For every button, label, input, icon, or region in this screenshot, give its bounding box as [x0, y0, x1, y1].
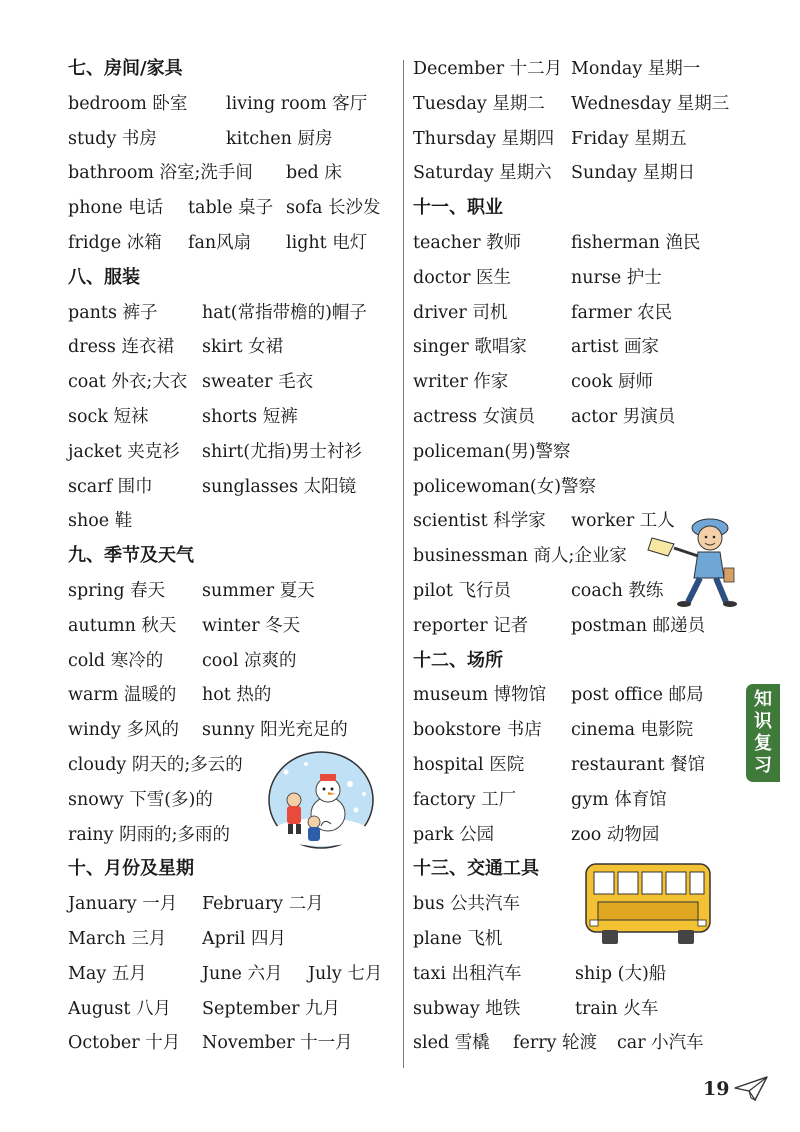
vocab-row: [68, 296, 398, 331]
vocab-item: cool 凉爽的: [202, 650, 297, 671]
vocab-item: scarf 围巾: [68, 476, 153, 497]
vocab-row: [68, 400, 398, 435]
side-tab-char: 习: [754, 755, 772, 776]
vocab-row: [413, 330, 743, 365]
vocab-item: postman 邮递员: [571, 615, 706, 636]
vocab-row: [413, 435, 743, 470]
vocab-item: artist 画家: [571, 337, 660, 358]
vocab-item: jacket 夹克衫: [68, 441, 180, 462]
vocab-item: fisherman 渔民: [571, 232, 701, 253]
vocab-row: [413, 1026, 743, 1061]
vocab-item: sofa 长沙发: [286, 198, 381, 219]
vocab-item: April 四月: [202, 928, 286, 949]
vocab-row: [413, 992, 743, 1027]
vocab-item: gym 体育馆: [571, 789, 667, 810]
vocab-item: sled 雪橇: [413, 1033, 490, 1054]
vocab-item: spring 春天: [68, 580, 166, 601]
vocab-row: [413, 52, 743, 87]
vocab-item: scientist 科学家: [413, 511, 546, 532]
vocab-item: January 一月: [68, 894, 178, 915]
vocab-row: [413, 156, 743, 191]
vocab-item: cinema 电影院: [571, 720, 694, 741]
vocab-row: [68, 713, 398, 748]
vocab-item: hospital 医院: [413, 754, 525, 775]
vocab-item: post office 邮局: [571, 685, 704, 706]
vocab-item: cook 厨师: [571, 372, 654, 393]
vocab-item: hat(常指带檐的)帽子: [202, 302, 367, 323]
vocab-item: Wednesday 星期三: [571, 93, 730, 114]
vocab-item: bathroom 浴室;洗手间: [68, 163, 253, 184]
section-heading-text: 十、月份及星期: [68, 858, 194, 880]
vocab-item: rainy 阴雨的;多雨的: [68, 824, 231, 845]
vocab-row: [413, 713, 743, 748]
vocab-item: July 七月: [308, 963, 383, 984]
vocab-item: actor 男演员: [571, 406, 676, 427]
vocab-row: [413, 87, 743, 122]
side-tab-char: 知: [754, 689, 772, 710]
vocab-item: Monday 星期一: [571, 59, 701, 79]
vocab-item: October 十月: [68, 1033, 181, 1054]
vocab-item: Tuesday 星期二: [413, 93, 545, 114]
vocab-item: actress 女演员: [413, 406, 536, 427]
vocab-item: dress 连衣裙: [68, 337, 174, 358]
vocab-item: May 五月: [68, 963, 147, 984]
vocab-row: [68, 470, 398, 505]
vocab-row: [413, 678, 743, 713]
vocab-item: November 十一月: [202, 1033, 353, 1054]
vocab-item: doctor 医生: [413, 267, 512, 288]
vocab-item: light 电灯: [286, 232, 368, 253]
side-tab-char: 复: [754, 733, 772, 754]
vocab-row: [68, 435, 398, 470]
vocab-item: winter 冬天: [202, 615, 301, 636]
vocab-item: fan风扇: [188, 232, 252, 253]
vocab-item: cold 寒冷的: [68, 650, 164, 671]
vocab-item: hot 热的: [202, 685, 272, 706]
vocab-row: [68, 122, 398, 157]
vocab-item: car 小汽车: [617, 1033, 704, 1054]
vocab-item: zoo 动物园: [571, 824, 660, 845]
vocab-row: [413, 470, 743, 505]
vocab-item: Saturday 星期六: [413, 163, 552, 184]
vocab-row: [68, 365, 398, 400]
vocab-item: ferry 轮渡: [513, 1033, 598, 1054]
section-heading: [68, 52, 398, 87]
vocab-item: cloudy 阴天的;多云的: [68, 754, 243, 775]
vocab-row: [68, 887, 398, 922]
vocab-item: nurse 护士: [571, 267, 662, 288]
vocab-item: park 公园: [413, 824, 495, 845]
vocab-row: [68, 330, 398, 365]
section-heading: [413, 191, 743, 226]
vocab-item: policeman(男)警察: [413, 441, 571, 462]
vocab-item: farmer 农民: [571, 302, 673, 323]
section-heading-text: 十一、职业: [413, 197, 503, 219]
vocab-row: [68, 922, 398, 957]
vocab-row: [413, 748, 743, 783]
vocab-item: snowy 下雪(多)的: [68, 789, 213, 810]
vocab-item: sunny 阳光充足的: [202, 720, 348, 741]
vocab-item: December 十二月: [413, 59, 563, 79]
vocab-row: [413, 783, 743, 818]
vocab-row: [413, 818, 743, 853]
vocab-item: driver 司机: [413, 302, 508, 323]
vocab-item: table 桌子: [188, 198, 274, 219]
section-heading-text: 十二、场所: [413, 649, 503, 671]
vocab-item: phone 电话: [68, 198, 164, 219]
vocab-item: bedroom 卧室: [68, 93, 188, 114]
vocab-row: [413, 122, 743, 157]
section-heading: [68, 852, 398, 887]
vocab-item: summer 夏天: [202, 580, 315, 601]
vocab-item: policewoman(女)警察: [413, 476, 597, 497]
section-heading-text: 十三、交通工具: [413, 858, 539, 880]
vocab-item: coat 外衣;大衣: [68, 372, 188, 393]
vocab-row: [68, 992, 398, 1027]
vocab-item: warm 温暖的: [68, 685, 177, 706]
vocab-item: bed 床: [286, 163, 342, 184]
left-column: [68, 52, 398, 1061]
vocab-row: [413, 957, 743, 992]
vocab-item: writer 作家: [413, 372, 509, 393]
vocab-item: sweater 毛衣: [202, 372, 314, 393]
vocab-item: train 火车: [575, 998, 659, 1019]
vocab-item: businessman 商人;企业家: [413, 546, 627, 567]
vocab-item: bookstore 书店: [413, 720, 542, 741]
vocab-item: reporter 记者: [413, 615, 529, 636]
vocab-item: skirt 女裙: [202, 337, 284, 358]
vocab-item: kitchen 厨房: [226, 128, 333, 149]
vocab-item: worker 工人: [571, 511, 675, 532]
vocab-item: plane 飞机: [413, 928, 503, 949]
section-heading: [413, 644, 743, 679]
column-divider: [403, 60, 404, 1068]
side-tab-char: 识: [754, 711, 772, 732]
snowman-illustration: [266, 750, 376, 850]
vocab-item: windy 多风的: [68, 720, 179, 741]
vocab-item: Friday 星期五: [571, 128, 687, 149]
vocab-row: [68, 226, 398, 261]
vocab-item: February 二月: [202, 894, 324, 915]
vocab-item: sock 短袜: [68, 406, 149, 427]
paper-plane-icon: [733, 1074, 769, 1102]
vocab-item: living room 客厅: [226, 93, 368, 114]
vocab-item: teacher 教师: [413, 232, 522, 253]
vocab-row: [413, 365, 743, 400]
vocab-row: [413, 261, 743, 296]
vocab-item: September 九月: [202, 998, 341, 1019]
vocab-row: [68, 1026, 398, 1061]
page-number: 19: [703, 1078, 730, 1100]
vocab-item: June 六月: [202, 963, 283, 984]
vocab-row: [68, 609, 398, 644]
vocab-item: bus 公共汽车: [413, 894, 521, 915]
vocab-row: [413, 400, 743, 435]
vocab-item: shoe 鞋: [68, 511, 133, 532]
vocab-row: [413, 296, 743, 331]
vocab-item: museum 博物馆: [413, 685, 547, 706]
vocab-item: coach 教练: [571, 580, 664, 601]
vocab-row: [68, 87, 398, 122]
vocab-row: [68, 644, 398, 679]
vocab-item: factory 工厂: [413, 789, 517, 810]
vocab-row: [413, 226, 743, 261]
section-heading-text: 七、房间/家具: [68, 58, 183, 79]
section-heading: [68, 539, 398, 574]
vocab-item: shorts 短裤: [202, 406, 298, 427]
vocab-item: shirt(尤指)男士衬衫: [202, 441, 362, 462]
vocab-item: singer 歌唱家: [413, 337, 527, 358]
vocab-row: [68, 191, 398, 226]
vocab-item: August 八月: [68, 998, 171, 1019]
section-heading-text: 八、服装: [68, 266, 140, 288]
vocab-row: [68, 504, 398, 539]
vocab-item: ship (大)船: [575, 963, 667, 984]
side-tab-review: [746, 684, 780, 782]
vocab-row: [68, 957, 398, 992]
vocab-item: taxi 出租汽车: [413, 963, 522, 984]
postman-illustration: [618, 512, 738, 612]
vocab-item: Thursday 星期四: [413, 128, 555, 149]
vocab-item: autumn 秋天: [68, 615, 177, 636]
section-heading: [68, 261, 398, 296]
vocab-row: [68, 678, 398, 713]
vocab-item: restaurant 餐馆: [571, 754, 706, 775]
vocab-row: [68, 156, 398, 191]
vocab-item: Sunday 星期日: [571, 163, 696, 184]
vocab-row: [413, 609, 743, 644]
section-heading-text: 九、季节及天气: [68, 545, 194, 567]
vocab-item: pants 裤子: [68, 302, 158, 323]
bus-illustration: [582, 858, 714, 946]
vocab-item: pilot 飞行员: [413, 580, 512, 601]
vocab-item: fridge 冰箱: [68, 232, 162, 253]
vocab-item: subway 地铁: [413, 998, 521, 1019]
vocab-item: March 三月: [68, 928, 167, 949]
vocab-row: [68, 574, 398, 609]
vocab-item: sunglasses 太阳镜: [202, 476, 357, 497]
vocab-item: study 书房: [68, 128, 157, 149]
